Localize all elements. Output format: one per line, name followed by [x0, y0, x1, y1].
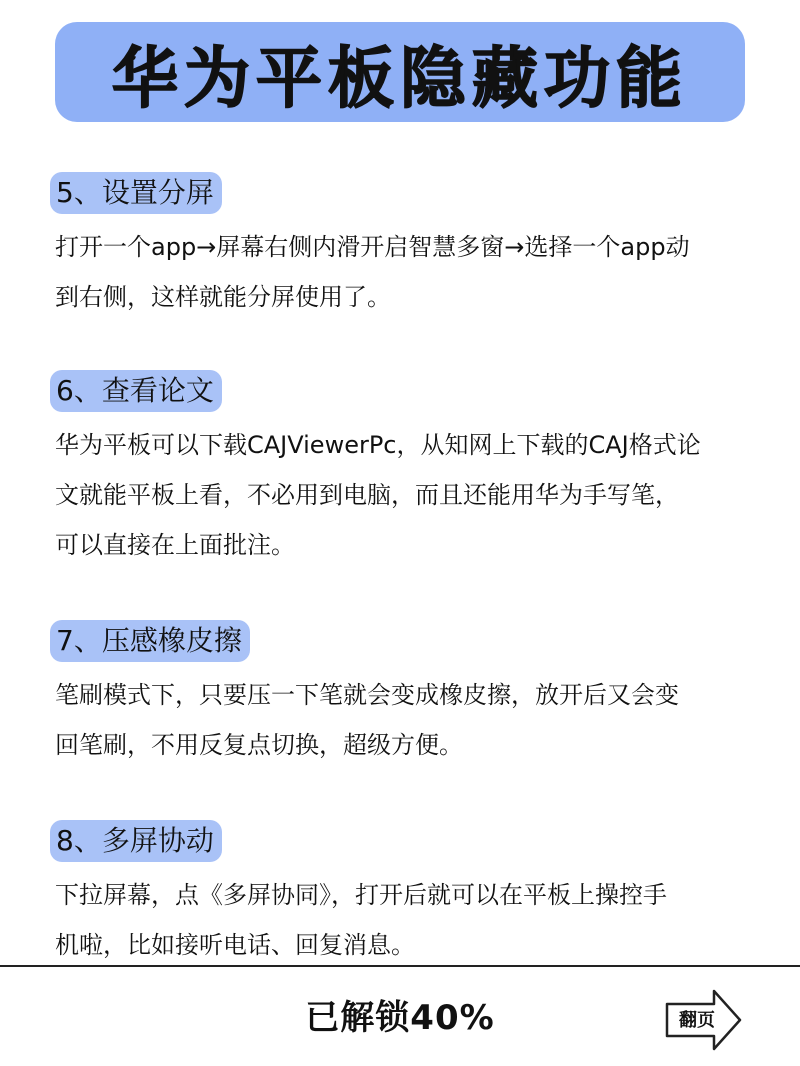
unlock-progress-text: 已解锁40%: [305, 998, 495, 1038]
body-line: 回笔刷，不用反复点切换，超级方便。: [55, 731, 463, 759]
section-body: [50, 870, 750, 970]
section-heading: 5、设置分屏: [50, 172, 222, 214]
section-view-papers: [50, 370, 750, 570]
next-page-button[interactable]: [664, 988, 744, 1052]
section-split-screen: [50, 172, 750, 322]
body-line: 可以直接在上面批注。: [55, 531, 295, 559]
body-line: 打开一个app→屏幕右侧内滑开启智慧多窗→选择一个app动: [55, 233, 690, 261]
footer-divider: [0, 965, 800, 967]
section-heading: 8、多屏协动: [50, 820, 222, 862]
section-body: [50, 670, 750, 770]
section-pressure-eraser: [50, 620, 750, 770]
body-line: 笔刷模式下，只要压一下笔就会变成橡皮擦，放开后又会变: [55, 681, 679, 709]
body-line: 下拉屏幕，点《多屏协同》，打开后就可以在平板上操控手: [55, 881, 667, 909]
body-line: 到右侧，这样就能分屏使用了。: [55, 283, 391, 311]
body-line: 机啦，比如接听电话、回复消息。: [55, 931, 415, 959]
body-line: 华为平板可以下载CAJViewerPc，从知网上下载的CAJ格式论: [55, 431, 701, 459]
section-multi-screen: [50, 820, 750, 970]
next-page-label: 翻页: [679, 1010, 715, 1031]
section-body: [50, 222, 750, 322]
section-heading: 6、查看论文: [50, 370, 222, 412]
title-banner: [55, 22, 745, 122]
section-heading: 7、压感橡皮擦: [50, 620, 250, 662]
page-title: 华为平板隐藏功能: [112, 39, 688, 117]
section-body: [50, 420, 750, 570]
body-line: 文就能平板上看，不必用到电脑，而且还能用华为手写笔，: [55, 481, 679, 509]
